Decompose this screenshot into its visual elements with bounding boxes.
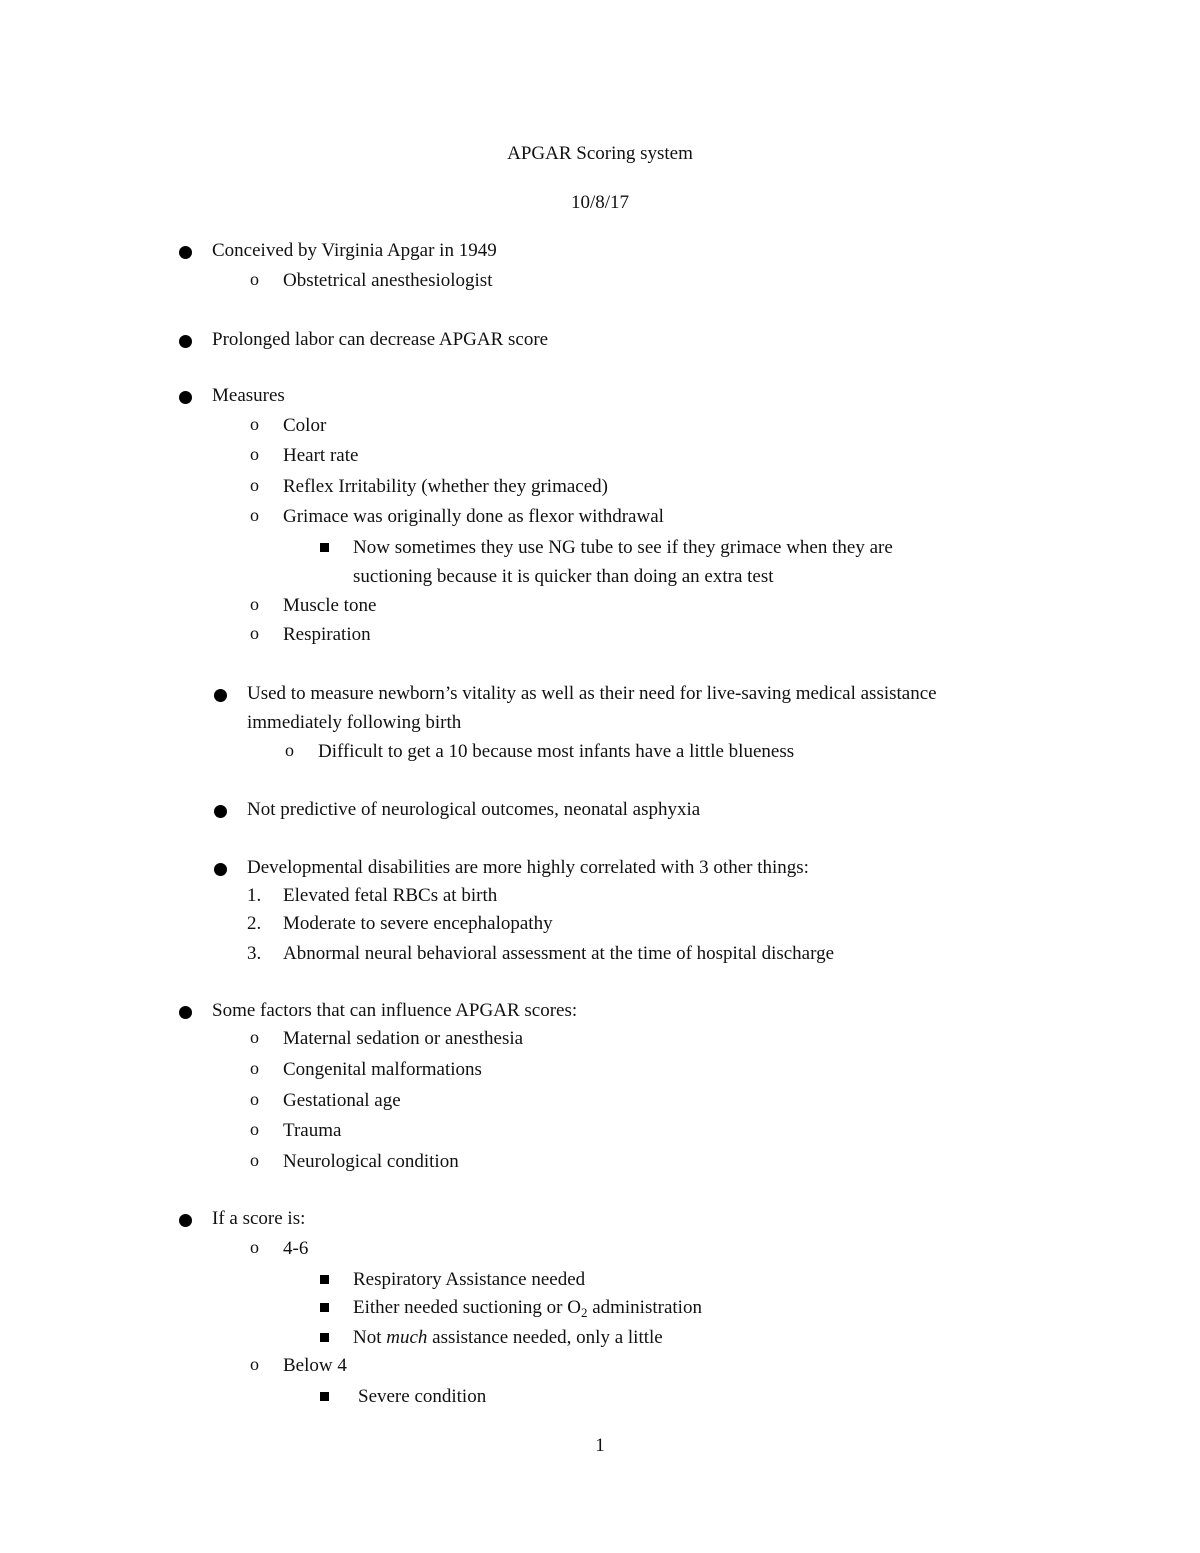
circle-bullet-icon: o — [250, 269, 259, 289]
list-item: Maternal sedation or anesthesia — [283, 1028, 524, 1049]
document-title: APGAR Scoring system — [507, 143, 693, 164]
list-item-continuation: suctioning because it is quicker than doing an extra test — [353, 566, 774, 587]
list-item: Conceived by Virginia Apgar in 1949 — [212, 240, 497, 261]
list-item: Muscle tone — [283, 595, 377, 616]
bullet-dot-icon — [214, 805, 227, 818]
circle-bullet-icon: o — [250, 505, 259, 525]
text-segment: Not — [353, 1327, 387, 1348]
bullet-dot-icon — [179, 1214, 192, 1227]
list-item-continuation: immediately following birth — [247, 712, 462, 733]
list-item: Heart rate — [283, 445, 359, 466]
bullet-dot-icon — [179, 1006, 192, 1019]
list-item: Some factors that can influence APGAR scores: — [212, 1000, 578, 1021]
bullet-dot-icon — [179, 391, 192, 404]
list-item — [353, 1328, 663, 1347]
list-item: Neurological condition — [283, 1151, 459, 1172]
list-item: 4-6 — [283, 1238, 309, 1259]
circle-bullet-icon: o — [250, 1058, 259, 1078]
list-item: Difficult to get a 10 because most infants have a little blueness — [318, 741, 795, 762]
circle-bullet-icon: o — [250, 414, 259, 434]
circle-bullet-icon: o — [250, 444, 259, 464]
list-item: Reflex Irritability (whether they grimaced) — [283, 476, 608, 497]
list-item: Respiratory Assistance needed — [353, 1269, 586, 1290]
list-item: Congenital malformations — [283, 1059, 482, 1080]
list-item: Gestational age — [283, 1090, 401, 1111]
circle-bullet-icon: o — [250, 623, 259, 643]
circle-bullet-icon: o — [250, 1354, 259, 1374]
list-item: If a score is: — [212, 1208, 306, 1229]
circle-bullet-icon: o — [250, 1150, 259, 1170]
circle-bullet-icon: o — [285, 740, 294, 760]
list-item: Not predictive of neurological outcomes, neonatal asphyxia — [247, 799, 701, 820]
list-item: Now sometimes they use NG tube to see if they grimace when they are — [353, 537, 893, 558]
list-item — [353, 1297, 702, 1320]
square-bullet-icon — [320, 543, 329, 552]
circle-bullet-icon: o — [250, 1237, 259, 1257]
list-item: Moderate to severe encephalopathy — [283, 913, 553, 934]
square-bullet-icon — [320, 1392, 329, 1401]
list-item: Elevated fetal RBCs at birth — [283, 885, 498, 906]
text-segment: administration — [587, 1297, 702, 1318]
document-date: 10/8/17 — [570, 192, 630, 213]
list-item: Obstetrical anesthesiologist — [283, 270, 493, 291]
circle-bullet-icon: o — [250, 1027, 259, 1047]
list-item: Below 4 — [283, 1355, 347, 1376]
list-item: Trauma — [283, 1120, 342, 1141]
list-number: 2. — [247, 913, 262, 934]
list-item: Color — [283, 415, 327, 436]
list-item: Developmental disabilities are more highly correlated with 3 other things: — [247, 857, 809, 878]
square-bullet-icon — [320, 1275, 329, 1284]
list-item: Respiration — [283, 624, 371, 645]
circle-bullet-icon: o — [250, 1119, 259, 1139]
circle-bullet-icon: o — [250, 1089, 259, 1109]
circle-bullet-icon: o — [250, 594, 259, 614]
bullet-dot-icon — [214, 689, 227, 702]
list-number: 3. — [247, 943, 262, 964]
text-segment: assistance needed, only a little — [427, 1327, 663, 1348]
bullet-dot-icon — [179, 335, 192, 348]
list-item: Abnormal neural behavioral assessment at the time of hospital discharge — [283, 943, 835, 964]
list-number: 1. — [247, 885, 262, 906]
list-item: Grimace was originally done as flexor withdrawal — [283, 506, 664, 527]
square-bullet-icon — [320, 1303, 329, 1312]
bullet-dot-icon — [179, 246, 192, 259]
square-bullet-icon — [320, 1333, 329, 1342]
subscript-text: 2 — [580, 1305, 588, 1320]
list-item: Severe condition — [358, 1386, 487, 1407]
page-number: 1 — [595, 1435, 605, 1456]
list-item: Measures — [212, 385, 285, 406]
list-item: Prolonged labor can decrease APGAR score — [212, 329, 549, 350]
bullet-dot-icon — [214, 863, 227, 876]
emphasis-text: much — [386, 1327, 428, 1348]
text-segment: Either needed suctioning or O — [353, 1297, 581, 1318]
circle-bullet-icon: o — [250, 475, 259, 495]
list-item: Used to measure newborn’s vitality as well as their need for live-saving medical assistance — [247, 683, 937, 704]
